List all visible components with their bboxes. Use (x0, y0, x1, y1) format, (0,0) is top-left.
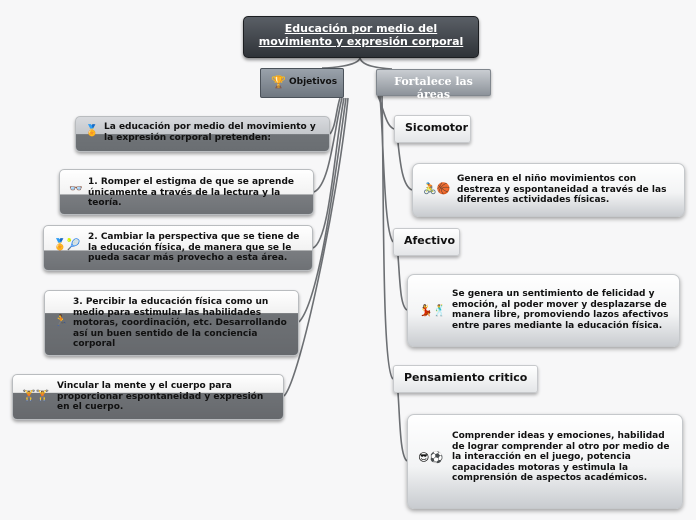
weightlifters-icon: 🏋🏋 (22, 389, 50, 402)
root-title: Educación por medio del movimiento y expresión corporal (258, 22, 464, 48)
fortalece-node[interactable] (376, 69, 491, 101)
trophy-icon: 🏆 (271, 75, 286, 89)
runner-icon: 🏃 (54, 314, 68, 327)
area-afectivo[interactable] (393, 228, 460, 256)
area-pensamiento-critico[interactable] (393, 365, 538, 393)
description-text: Genera en el niño movimientos con destreza y espontaneidad a través de las diferentes actividades físicas. (457, 174, 667, 206)
objetivos-node[interactable] (260, 68, 344, 98)
goal-node[interactable] (43, 225, 313, 271)
area-label: Sicomotor (405, 121, 469, 134)
medal-tennis-ball-icon: 🏅🎾 (53, 238, 81, 251)
goal-node[interactable] (44, 290, 299, 356)
goal-text: La educación por medio del movimiento y la expresión corporal pretenden: (104, 122, 316, 143)
cyclist-basketball-icon: 🚴🏀 (423, 182, 451, 195)
dancers-icon: 💃🕺 (419, 304, 447, 317)
area-label: Afectivo (404, 234, 456, 247)
sunglasses-soccer-icon: 😎⚽ (418, 451, 444, 464)
area-description[interactable] (407, 274, 680, 347)
glasses-icon: 👓 (69, 182, 83, 195)
area-description[interactable] (407, 414, 683, 509)
area-description[interactable] (412, 163, 685, 217)
goal-node[interactable] (59, 169, 314, 215)
goal-text: 3. Percibir la educación física como un medio para estimular las habilidades motoras, coordinación, etc. Desarrollando así un buen sentido de la conciencia corporal (73, 297, 287, 350)
goal-text: 2. Cambiar la perspectiva que se tiene de la educación física, de manera que se le pueda sacar más provecho a esta área. (88, 232, 300, 264)
goal-node[interactable] (12, 374, 284, 420)
description-text: Comprender ideas y emociones, habilidad de lograr comprender al otro por medio de la interacción en el juego, potencia capacidades motoras y estimula la comprensión de aspectos académicos. (452, 431, 670, 484)
medal-icon: 🏅 (85, 124, 99, 137)
area-sicomotor[interactable] (394, 115, 471, 143)
area-label: Pensamiento critico (404, 371, 528, 384)
objetivos-label: Objetivos (289, 77, 338, 87)
description-text: Se genera un sentimiento de felicidad y emoción, al poder mover y desplazarse de manera libre, promoviendo lazos afectivos entre pares mediante la educación física. (452, 289, 669, 331)
goal-text: 1. Romper el estigma de que se aprende únicamente a través de la lectura y la teoría. (88, 177, 294, 209)
root-topic[interactable] (243, 16, 479, 58)
goal-node[interactable] (75, 116, 330, 152)
goal-text: Vincular la mente y el cuerpo para proporcionar espontaneidad y expresión en el cuerpo. (57, 381, 264, 413)
fortalece-label: Fortalece las áreas (394, 75, 473, 101)
